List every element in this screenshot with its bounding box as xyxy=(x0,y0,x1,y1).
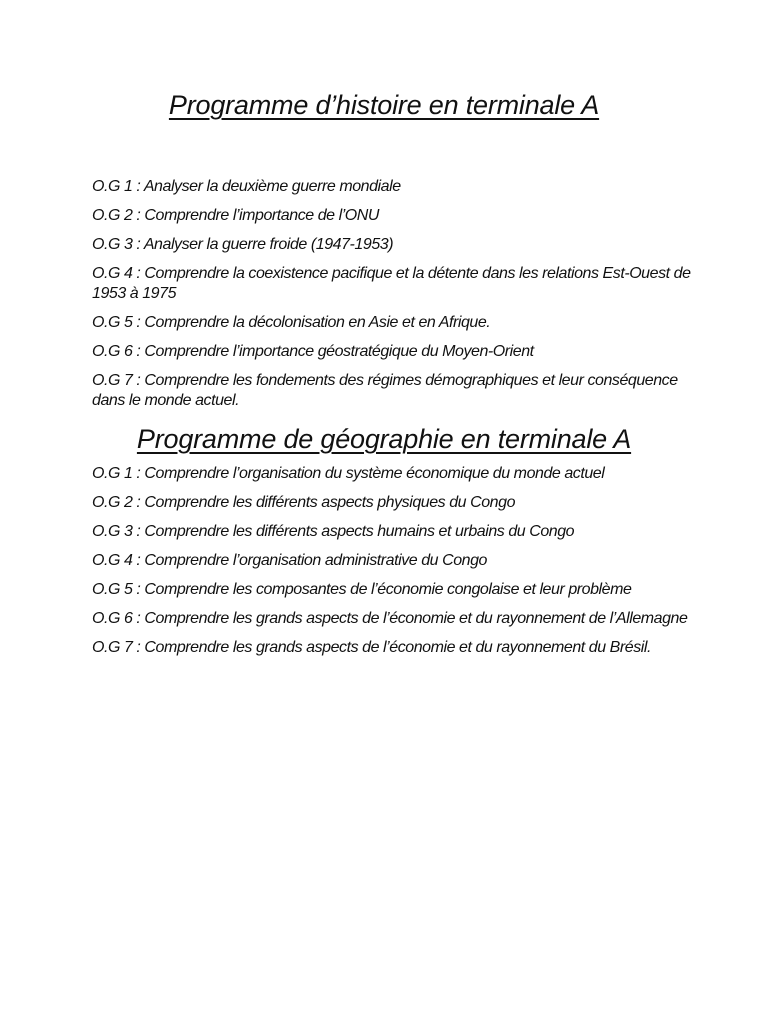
history-objectives-list xyxy=(92,177,692,420)
geography-program-title xyxy=(0,422,768,456)
geography-objective-1: O.G 1 : Comprendre l’organisation du système économique du monde actuel xyxy=(92,465,605,482)
geography-objective-2: O.G 2 : Comprendre les différents aspects physiques du Congo xyxy=(92,494,516,511)
geography-objective-6: O.G 6 : Comprendre les grands aspects de l’économie et du rayonnement de l’Allemagne xyxy=(92,610,688,627)
history-program-title-text: Programme d’histoire en terminale A xyxy=(168,90,600,120)
geography-objective-5: O.G 5 : Comprendre les composantes de l’économie congolaise et leur problème xyxy=(92,581,632,598)
history-program-title xyxy=(0,88,768,122)
geography-objective-7: O.G 7 : Comprendre les grands aspects de l’économie et du rayonnement du Brésil. xyxy=(92,639,651,656)
geography-objective-3: O.G 3 : Comprendre les différents aspects humains et urbains du Congo xyxy=(92,523,575,540)
geography-objectives-list xyxy=(92,464,692,667)
history-objective-1: O.G 1 : Analyser la deuxième guerre mondiale xyxy=(92,178,401,195)
history-objective-7: O.G 7 : Comprendre les fondements des régimes démographiques et leur conséquence dans le monde actuel. xyxy=(92,372,678,409)
history-objective-4: O.G 4 : Comprendre la coexistence pacifique et la détente dans les relations Est-Ouest de 1953 à 1975 xyxy=(92,265,691,302)
history-objective-6: O.G 6 : Comprendre l’importance géostratégique du Moyen-Orient xyxy=(92,343,534,360)
history-objective-2: O.G 2 : Comprendre l’importance de l’ONU xyxy=(92,207,380,224)
geography-objective-4: O.G 4 : Comprendre l’organisation administrative du Congo xyxy=(92,552,488,569)
history-objective-5: O.G 5 : Comprendre la décolonisation en Asie et en Afrique. xyxy=(92,314,491,331)
geography-program-title-text: Programme de géographie en terminale A xyxy=(136,424,632,454)
history-objective-3: O.G 3 : Analyser la guerre froide (1947-1953) xyxy=(92,236,394,253)
